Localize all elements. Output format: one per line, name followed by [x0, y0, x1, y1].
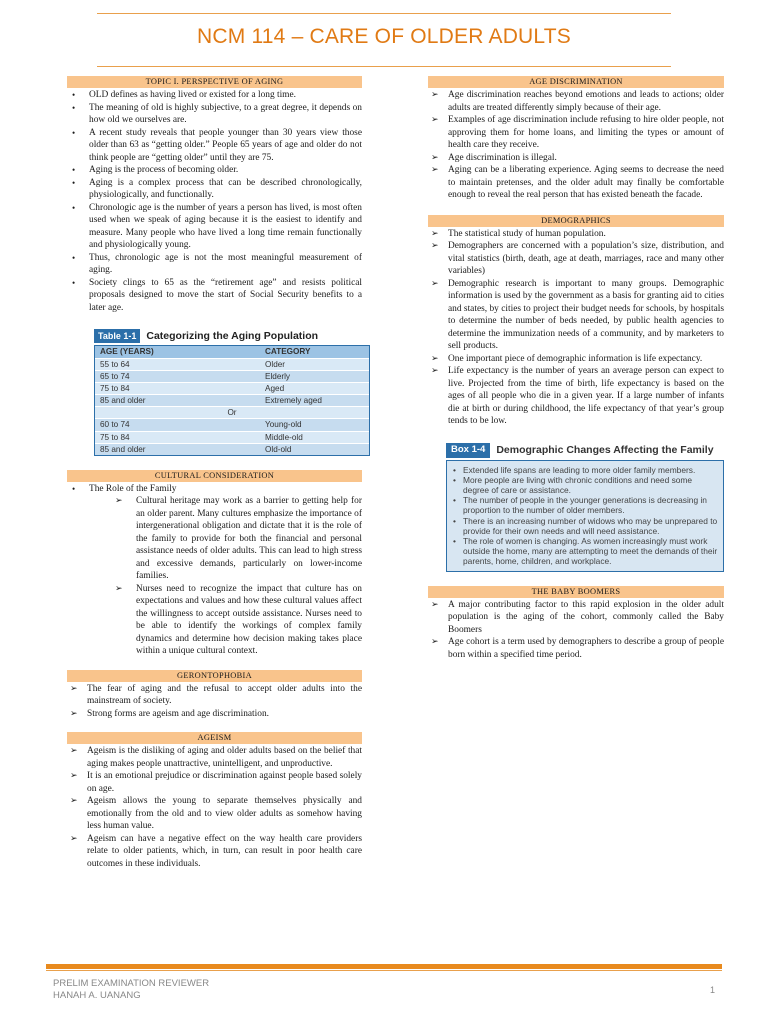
section-heading-age-discrimination: AGE DISCRIMINATION [428, 76, 724, 88]
table-caption [94, 328, 370, 344]
table-cell-category: Young-old [265, 420, 302, 430]
footer-bar [46, 964, 722, 969]
list-item: • Aging is a complex process that can be described chronologically, physiologically, and functionally. [67, 177, 362, 202]
list-item: ➢ Ageism can have a negative effect on the way health care providers relate to older patients, which, in turn, can result in poor health care outcomes in these individuals. [67, 833, 362, 871]
document-title: NCM 114 – CARE OF OLDER ADULTS [197, 25, 571, 48]
cultural-list [67, 483, 362, 496]
box-title: Demographic Changes Affecting the Family [496, 444, 714, 457]
list-item: • Chronologic age is the number of years a person has lived, is most often used when we speak of aging because it is the easiest to identify and measure. Many people who have lived a long time remain functionally and physiologically young. [67, 202, 362, 252]
section-heading-ageism: AGEISM [67, 732, 362, 744]
table-cell-category: Extremely aged [265, 396, 322, 406]
section-heading-cultural: CULTURAL CONSIDERATION [67, 470, 362, 482]
header-top-rule [97, 13, 671, 14]
list-item: • Society clings to 65 as the “retirement age” and resists political proposals designed to move the start of Social Security benefits to a later age. [67, 277, 362, 315]
list-item: • There is an increasing number of widows who may be unprepared to provide for their own needs and will need assistance. [453, 516, 719, 536]
topic1-list [67, 89, 362, 314]
list-item: ➢ Age cohort is a term used by demographers to describe a group of people born within a specified time period. [428, 636, 724, 661]
footer-line-2: HANAH A. UANANG [53, 990, 141, 1001]
list-item: ➢ Demographic research is important to many groups. Demographic information is used by the government as a basis for granting aid to cities and states, by cities to project their budget needs for schools, by hospitals to determine the number of beds needed, by public health agencies to determine the immunization needs of a community, and by marketers to sell products. [428, 278, 724, 353]
page-number: 1 [709, 985, 715, 995]
header-bottom-rule [97, 66, 671, 67]
footer-line-1: PRELIM EXAMINATION REVIEWER [53, 978, 210, 989]
list-item: ➢ The statistical study of human population. [428, 228, 724, 241]
gerontophobia-list [67, 683, 362, 721]
table-row [95, 358, 369, 370]
table-header-category: CATEGORY [265, 347, 311, 356]
table-cell-age: 55 to 64 [100, 360, 130, 370]
table-title: Categorizing the Aging Population [146, 329, 319, 342]
box-list [453, 465, 719, 567]
list-item: ➢ Aging can be a liberating experience. Aging seems to decrease the need to maintain pretenses, and the older adult may finally be comfortable enough to reveal the real person that has existed beneath the facade. [428, 164, 724, 202]
age-discrimination-list [428, 89, 724, 202]
list-item: ➢ Age discrimination is illegal. [428, 152, 724, 165]
box-caption [446, 443, 724, 459]
baby-boomers-list [428, 599, 724, 662]
list-item: ➢ Demographers are concerned with a population’s size, distribution, and vital statistics (birth, death, age at death, marriages, race and many other variables) [428, 240, 724, 278]
table-or-separator: Or [95, 406, 369, 418]
list-item: ➢ Examples of age discrimination include refusing to hire older people, not approving them for home loans, and limiting the types or amount of health care they receive. [428, 114, 724, 152]
list-item: • The Role of the Family [67, 483, 362, 496]
list-item: • The meaning of old is highly subjective, to a great degree, it depends on how old we ourselves are. [67, 102, 362, 127]
list-item: • A recent study reveals that people younger than 30 years view those older than 63 as “getting older.” People 65 years of age and older do not think people are “getting older” until they are 75. [67, 127, 362, 165]
table-cell-category: Middle-old [265, 432, 303, 442]
table-row [95, 370, 369, 382]
table-body [94, 345, 370, 456]
footer-text [53, 978, 209, 1002]
right-column [428, 76, 724, 661]
list-item: • Extended life spans are leading to more older family members. [453, 465, 719, 475]
box-body [446, 460, 724, 572]
demographics-list [428, 228, 724, 428]
list-item: ➢ The fear of aging and the refusal to accept older adults into the mainstream of society. [67, 683, 362, 708]
aging-population-table [94, 328, 370, 456]
list-item: ➢ Ageism is the disliking of aging and older adults based on the belief that aging makes people unattractive, unintelligent, and unproductive. [67, 745, 362, 770]
table-cell-age: 85 and older [100, 396, 146, 406]
demographic-changes-box [446, 443, 724, 572]
list-item: ➢ Nurses need to recognize the impact that culture has on expectations and values and how these cultural values affect the willingness to accept outside assistance. Nurses need to be able to identify the workings of complex family dynamics and determine how decision making takes place within a unique cultural context. [67, 583, 362, 658]
table-row [95, 431, 369, 443]
list-item: ➢ It is an emotional prejudice or discrimination against people based solely on age. [67, 770, 362, 795]
table-cell-category: Aged [265, 384, 285, 394]
list-item: • OLD defines as having lived or existed for a long time. [67, 89, 362, 102]
section-heading-gerontophobia: GERONTOPHOBIA [67, 670, 362, 682]
list-item: • The role of women is changing. As women increasingly must work outside the home, many are attempting to meet the demands of their parents, home, children, and workplace. [453, 536, 719, 567]
table-cell-age: 85 and older [100, 444, 146, 454]
table-cell-age: 75 to 84 [100, 384, 130, 394]
list-item: ➢ Strong forms are ageism and age discrimination. [67, 708, 362, 721]
list-item: • More people are living with chronic conditions and need some degree of care or assistance. [453, 475, 719, 495]
list-item: ➢ A major contributing factor to this rapid explosion in the older adult population is the aging of the cohort, commonly called the Baby Boomers [428, 599, 724, 637]
section-heading-topic1: TOPIC I. PERSPECTIVE OF AGING [67, 76, 362, 88]
left-column [67, 76, 362, 870]
table-label: Table 1-1 [94, 329, 140, 344]
table-header-age: AGE (YEARS) [100, 347, 154, 356]
list-item: ➢ One important piece of demographic information is life expectancy. [428, 353, 724, 366]
section-heading-demographics: DEMOGRAPHICS [428, 215, 724, 227]
table-row [95, 394, 369, 406]
section-heading-baby-boomers: THE BABY BOOMERS [428, 586, 724, 598]
cultural-sublist [67, 495, 362, 658]
list-item: ➢ Cultural heritage may work as a barrier to getting help for an older parent. Many cultures emphasize the importance of intergenerational obligation and dictate that it is the role of the family to provide for both the financial and personal assistance needs of older adults. This can lead to high stress and excessive demands, particularly on lower-income families. [67, 495, 362, 583]
table-header-row [95, 346, 369, 358]
list-item: • Thus, chronologic age is not the most meaningful measurement of aging. [67, 252, 362, 277]
table-cell-category: Old-old [265, 444, 292, 454]
table-row [95, 443, 369, 455]
footer-rule [46, 970, 722, 971]
table-row [95, 382, 369, 394]
table-cell-age: 60 to 74 [100, 420, 130, 430]
ageism-list [67, 745, 362, 870]
table-row [95, 418, 369, 430]
table-cell-category: Elderly [265, 372, 291, 382]
list-item: ➢ Life expectancy is the number of years an average person can expect to live. Projected from the time of birth, life expectancy is based on the ages of all people who die in a given year. If a large number of infants die at birth or during childhood, the life expectancy of that year’s group tends to be low. [428, 365, 724, 428]
table-cell-category: Older [265, 360, 286, 370]
table-cell-age: 65 to 74 [100, 372, 130, 382]
list-item: ➢ Ageism allows the young to separate themselves physically and emotionally from the old and to view older adults as somehow having less human value. [67, 795, 362, 833]
list-item: • The number of people in the younger generations is decreasing in proportion to the number of older members. [453, 495, 719, 515]
list-item: • Aging is the process of becoming older. [67, 164, 362, 177]
list-item: ➢ Age discrimination reaches beyond emotions and leads to actions; older adults are treated differently simply because of their age. [428, 89, 724, 114]
box-label: Box 1-4 [446, 443, 490, 458]
table-cell-age: 75 to 84 [100, 432, 130, 442]
